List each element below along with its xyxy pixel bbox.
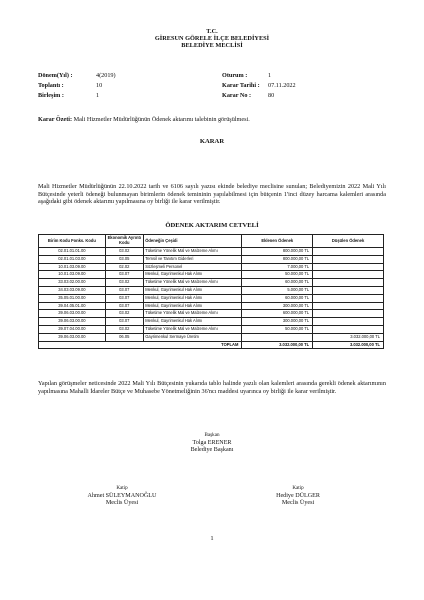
decision-paragraph-1: Mali Hizmetler Müdürlüğünün 22.10.2022 tarih ve 6106 sayılı yazısı ekinde belediye meclisine sunulan; Belediyemizin 2022 Mali Yılı Bütçesinde yeterli ödeneği bulunmayan birimlerin ödenek temininin yapılabilmesi için bütçenin 1'inci düzey harcama kalemleri arasında aşağıdaki gibi ödenek aktarımı yapılmasına oy birliği ile karar verilmiştir.: [38, 183, 386, 206]
clerk2-title: Meclis Üyesi: [281, 500, 315, 507]
table-row: [39, 325, 384, 333]
row-unit-code: 35.05.01.00.00: [39, 294, 106, 302]
karar-tarihi-value: 07.11.2022: [268, 82, 296, 89]
president-role: Başkan: [204, 432, 220, 438]
table-total-row: [39, 341, 384, 349]
row-unit-code: 39.06.03.00.00: [39, 310, 106, 318]
row-economic-code: 06.05: [105, 333, 143, 341]
row-added: 50.000,00 TL: [242, 271, 313, 279]
donem-label: Dönem(Yıl) :: [38, 72, 73, 79]
clerk2-name: Hediye DÜLGER: [276, 492, 320, 499]
row-allocation-type: Menkul, Gayrimenkul Hak Alımı: [143, 302, 242, 310]
header-economic-code: Ekonomik Ayrıntı Kodu: [105, 235, 143, 248]
karar-tarihi-label: Karar Tarihi :: [222, 82, 260, 89]
row-allocation-type: Tüketime Yönelik Mal ve Malzeme Alımı: [143, 310, 242, 318]
row-deducted: [313, 255, 384, 263]
row-economic-code: 03.05: [105, 255, 143, 263]
row-added: 300.000,00 TL: [242, 302, 313, 310]
table-title: ÖDENEK AKTARIM CETVELİ: [165, 222, 259, 229]
row-added: 60.000,00 TL: [242, 279, 313, 287]
row-economic-code: 02.02: [105, 263, 143, 271]
row-economic-code: 03.02: [105, 279, 143, 287]
row-added: 800.000,00 TL: [242, 248, 313, 256]
row-deducted: [313, 318, 384, 326]
row-allocation-type: Temsil ve Tanıtım Giderleri: [143, 255, 242, 263]
table-row: [39, 271, 384, 279]
row-economic-code: 03.02: [105, 310, 143, 318]
row-allocation-type: Menkul, Gayrimenkul Hak Alımı: [143, 294, 242, 302]
table-row: [39, 294, 384, 302]
clerk1-title: Meclis Üyesi: [105, 500, 139, 507]
row-unit-code: 39.04.05.01.00: [39, 302, 106, 310]
row-allocation-type: Tüketime Yönelik Mal ve Malzeme Alımı: [143, 248, 242, 256]
toplanti-label: Toplantı :: [38, 82, 64, 89]
row-allocation-type: Menkul, Gayrimenkul Hak Alımı: [143, 286, 242, 294]
page-number: 1: [210, 535, 214, 542]
row-deducted: [313, 325, 384, 333]
allocation-table: [38, 234, 384, 349]
karar-no-label: Karar No :: [222, 92, 252, 99]
table-row: [39, 286, 384, 294]
row-deducted: [313, 294, 384, 302]
row-added: [242, 333, 313, 341]
row-deducted: [313, 263, 384, 271]
row-unit-code: 10.01.03.09.00: [39, 263, 106, 271]
header-tc: T.C.: [206, 28, 218, 35]
row-allocation-type: Tüketime Yönelik Mal ve Malzeme Alımı: [143, 325, 242, 333]
table-row: [39, 248, 384, 256]
row-unit-code: 02.01.01.01.00: [39, 248, 106, 256]
table-row: [39, 333, 384, 341]
birlesim-label: Birleşim :: [38, 92, 64, 99]
row-allocation-type: Gayrimenkul Sermaye Üretim: [143, 333, 242, 341]
header-allocation-type: Ödeneğin Çeşidi: [143, 235, 242, 248]
row-unit-code: 33.03.02.00.00: [39, 279, 106, 287]
row-allocation-type: Sözleşmeli Personel: [143, 263, 242, 271]
row-economic-code: 03.07: [105, 294, 143, 302]
table-row: [39, 279, 384, 287]
row-economic-code: 03.07: [105, 318, 143, 326]
row-economic-code: 03.07: [105, 302, 143, 310]
table-header-row: [39, 235, 384, 248]
row-deducted: [313, 248, 384, 256]
president-name: Tolga ERENER: [192, 439, 232, 446]
header-deducted: Düşülen Ödenek: [313, 235, 384, 248]
decision-paragraph-2: Yapılan görüşmeler neticesinde 2022 Mali Yılı Bütçesinin yukarıda tablo halinde yazılı olan kalemleri arasında gerekli ödenek aktarımının yapılmasına Mahalli İdareler Bütçe ve Muhasebe Yönetmeliğinin 36'ncı maddesi uyarınca oy birliği ile karar verilmiştir.: [38, 380, 386, 395]
total-label: TOPLAM: [39, 341, 242, 349]
table-row: [39, 255, 384, 263]
row-deducted: 3.032.000,00 TL: [313, 333, 384, 341]
row-added: 50.000,00 TL: [242, 325, 313, 333]
meta-block: [38, 72, 398, 102]
clerk1-role: Katip: [116, 485, 128, 491]
row-unit-code: 39.06.03.00.00: [39, 333, 106, 341]
row-unit-code: 02.01.01.03.00: [39, 255, 106, 263]
row-unit-code: 34.03.03.09.00: [39, 286, 106, 294]
row-deducted: [313, 310, 384, 318]
president-title: Belediye Başkanı: [190, 447, 234, 454]
row-economic-code: 03.02: [105, 325, 143, 333]
row-allocation-type: Menkul, Gayrimenkul Hak Alımı: [143, 318, 242, 326]
clerk2-role: Katip: [292, 485, 304, 491]
row-economic-code: 03.07: [105, 271, 143, 279]
row-added: 300.000,00 TL: [242, 318, 313, 326]
decision-summary: [38, 116, 386, 124]
row-unit-code: 39.07.04.00.00: [39, 325, 106, 333]
summary-text: Mali Hizmetler Müdürlüğünün Ödenek aktarımı talebinin görüşülmesi.: [73, 116, 250, 123]
header-council: BELEDİYE MECLİSİ: [181, 42, 243, 49]
signature-president: [150, 432, 274, 455]
row-added: 600.000,00 TL: [242, 310, 313, 318]
header-added: Eklenen Ödenek: [242, 235, 313, 248]
karar-no-value: 80: [268, 92, 275, 99]
row-economic-code: 03.02: [105, 248, 143, 256]
table-row: [39, 310, 384, 318]
total-added: 3.032.000,00 TL: [242, 341, 313, 349]
row-unit-code: 39.06.03.00.00: [39, 318, 106, 326]
header-unit-code: Birim Kodu Fonks. Kodu: [39, 235, 106, 248]
row-added: 7.000,00 TL: [242, 263, 313, 271]
table-row: [39, 263, 384, 271]
row-added: 60.000,00 TL: [242, 294, 313, 302]
table-row: [39, 318, 384, 326]
row-deducted: [313, 302, 384, 310]
toplanti-value: 10: [96, 82, 103, 89]
table-row: [39, 302, 384, 310]
row-deducted: [313, 271, 384, 279]
row-allocation-type: Menkul, Gayrimenkul Hak Alımı: [143, 271, 242, 279]
row-added: 5.000,00 TL: [242, 286, 313, 294]
donem-value: 4(2019): [96, 72, 116, 79]
row-unit-code: 10.01.03.09.00: [39, 271, 106, 279]
oturum-value: 1: [268, 72, 272, 79]
header-municipality: GİRESUN GÖRELE İLÇE BELEDİYESİ: [154, 35, 270, 42]
row-deducted: [313, 279, 384, 287]
signature-clerk-1: [60, 485, 184, 508]
row-economic-code: 03.07: [105, 286, 143, 294]
summary-label: Karar Özeti:: [38, 116, 73, 123]
row-deducted: [313, 286, 384, 294]
row-added: 800.000,00 TL: [242, 255, 313, 263]
total-deducted: 3.032.000,00 TL: [313, 341, 384, 349]
clerk1-name: Ahmet SÜLEYMANOĞLU: [87, 492, 157, 499]
birlesim-value: 1: [96, 92, 100, 99]
row-allocation-type: Tüketime Yönelik Mal ve Malzeme Alımı: [143, 279, 242, 287]
decision-title: KARAR: [199, 138, 225, 145]
oturum-label: Oturum :: [222, 72, 248, 79]
signature-clerk-2: [236, 485, 360, 508]
